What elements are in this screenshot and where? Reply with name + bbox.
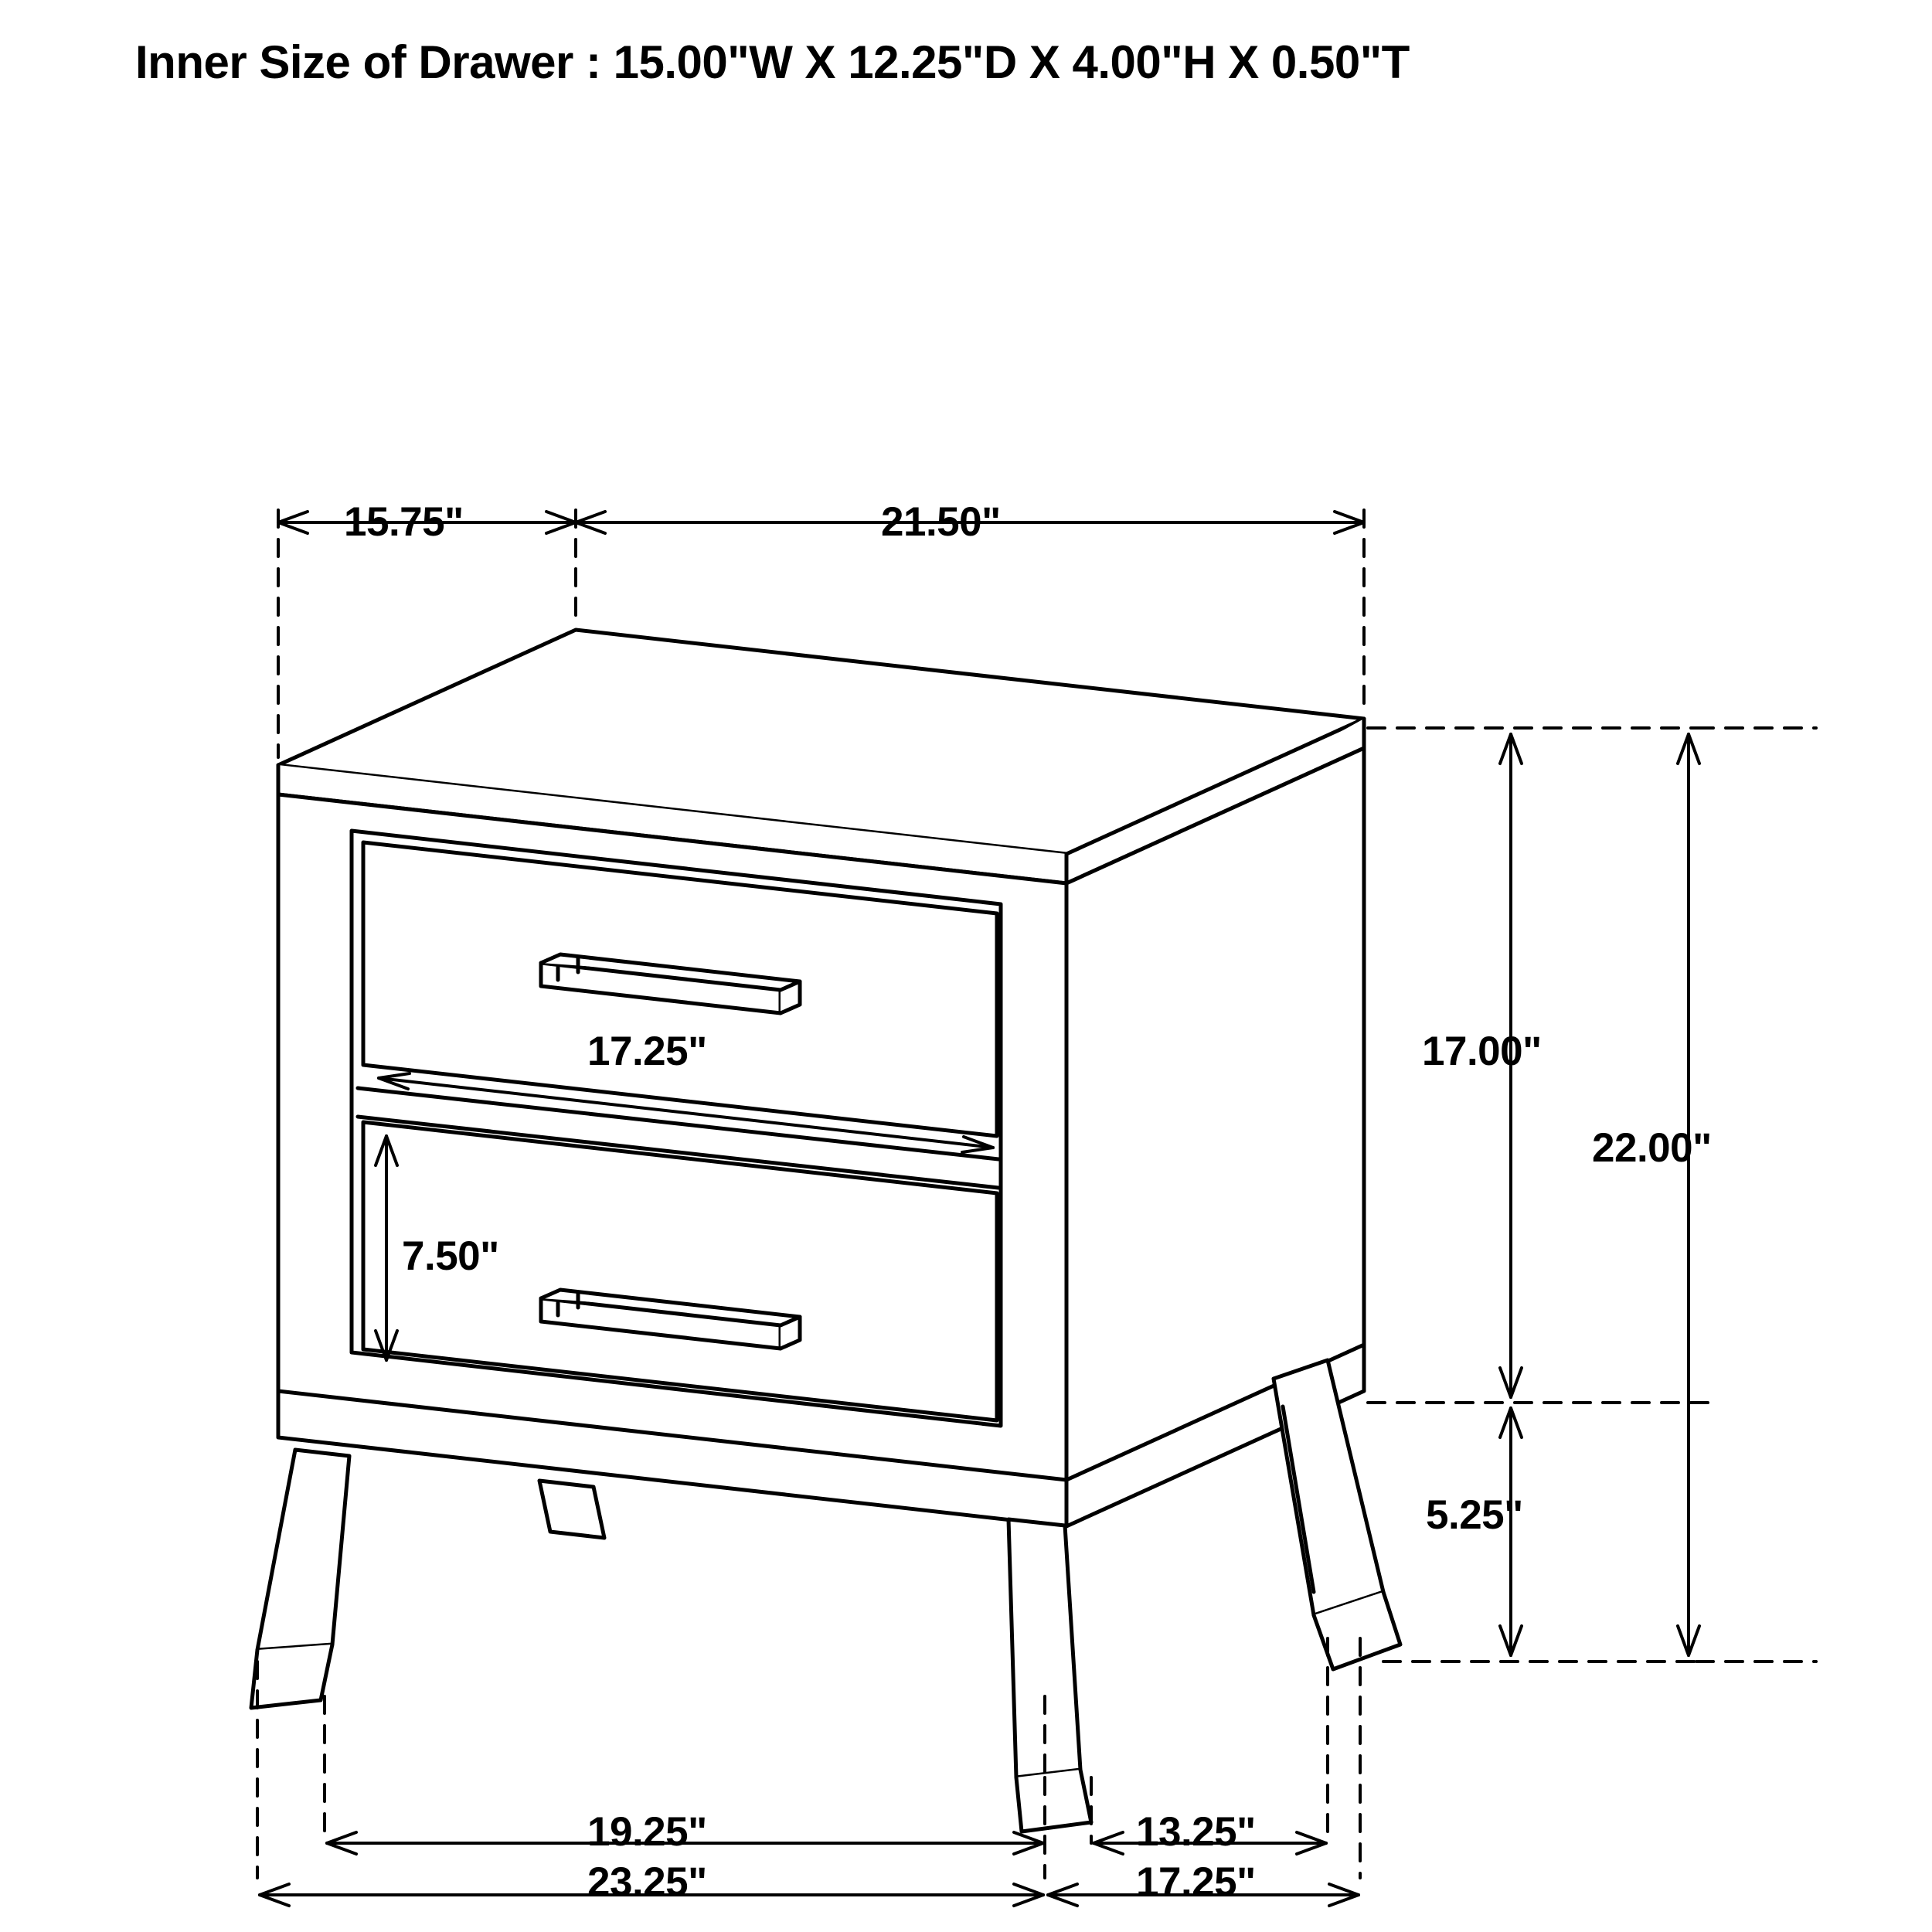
- dim-label-7-50: 7.50": [402, 1233, 499, 1279]
- dim-label-19-25: 19.25": [587, 1809, 707, 1855]
- page-title: Inner Size of Drawer : 15.00"W X 12.25"D X 4.00"H X 0.50"T: [135, 36, 1410, 88]
- leg-front-left: [251, 1450, 349, 1708]
- dim-label-17-00: 17.00": [1422, 1029, 1542, 1074]
- dim-label-22-00: 22.00": [1592, 1125, 1712, 1171]
- leg-center-front: [1009, 1519, 1091, 1832]
- dim-label-17-25-depth: 17.25": [1136, 1859, 1256, 1905]
- leg-back-right: [1274, 1360, 1400, 1669]
- dim-label-17-25-drawer: 17.25": [587, 1029, 707, 1074]
- dim-label-13-25: 13.25": [1136, 1809, 1256, 1855]
- dim-label-21-50: 21.50": [881, 499, 1001, 545]
- dim-label-5-25: 5.25": [1426, 1492, 1523, 1538]
- dim-label-23-25: 23.25": [587, 1859, 707, 1905]
- leg-front-right: [539, 1481, 604, 1538]
- dim-label-15-75: 15.75": [344, 499, 464, 545]
